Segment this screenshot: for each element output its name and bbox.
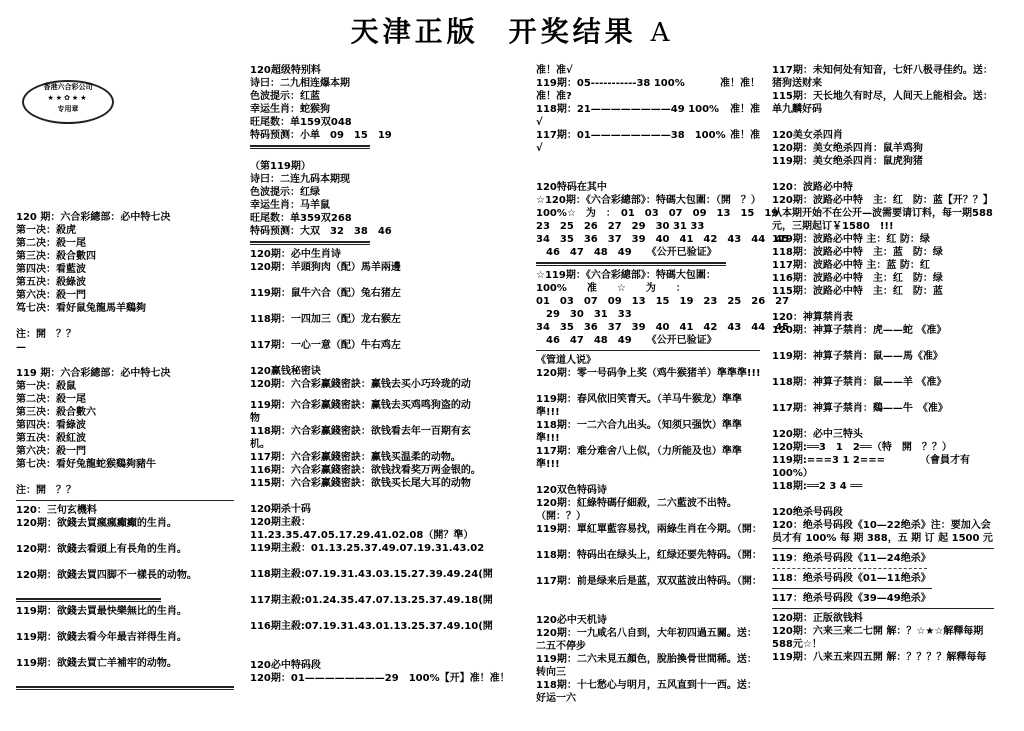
color-poem-line: 118期：特码出在绿头上，红绿还要先特码。（開：	[536, 550, 762, 561]
decision-line: 笃七决：看好鼠兔龍馬羊鷄夠	[16, 303, 146, 314]
decision-line: 第三决：殺合數六	[16, 407, 96, 418]
heads-line: 118期:══2 3 4 ══	[772, 481, 863, 492]
divider	[16, 686, 234, 690]
poem-title: 120期：必中生肖诗	[250, 249, 341, 260]
special-title: 120超级特别料	[250, 65, 321, 76]
taboo-line: 120期：神算子禁肖：虎——蛇 《准》	[772, 325, 947, 336]
sky-poem-line: 118期：十七愁心与明月，五风直到十一西。送：好运一六	[536, 680, 757, 704]
beauty-line: 120期：美女绝杀四肖：鼠羊鸡狗	[772, 143, 923, 154]
kill10-line: 117期主殺:01.24.35.47.07.13.25.37.49.18(開	[250, 595, 493, 606]
special-line: 色波提示：红绿	[250, 187, 320, 198]
manager-line: 119期：春风依旧笑青天。（羊马牛猴龙）準準準!!!	[536, 394, 742, 418]
block-120-title: 120 期：六合彩總部：必中特七决	[16, 212, 171, 223]
decision-line: 第六决：殺一門	[16, 290, 86, 301]
divider	[772, 548, 994, 549]
taboo-line: 117期：神算子禁肖：鷄——牛 《准》	[772, 403, 948, 414]
secret-line: 116期：六合彩赢錢密訣：欲钱找看奖万两金银的。	[250, 465, 481, 476]
riddle-line: 120期：欲錢去看頭上有長角的生肖。	[16, 544, 187, 555]
taboo-title: 120：神算禁肖表	[772, 312, 853, 323]
heads-title: 120期：必中三特头	[772, 429, 863, 440]
page-title	[0, 10, 1024, 50]
decision-line: 第二决：殺一尾	[16, 394, 86, 405]
official-seal-stamp	[22, 80, 114, 124]
decision-line: 第四决：看藍波	[16, 264, 86, 275]
decision-line: 第五决：殺紅波	[16, 433, 86, 444]
heads-line: 120期:══3 1 2══（特 開 ？？）	[772, 442, 952, 453]
note: 注：開 ？？	[16, 329, 76, 340]
manager-line: 118期：一二六合九出头。（知须只强饮）準準準!!!	[536, 420, 742, 444]
decision-line: 第三决：殺合數四	[16, 251, 96, 262]
riddle-line: 119期：欲錢去看今年最吉祥得生肖。	[16, 632, 187, 643]
stamp-bottom-text: 专用章	[57, 105, 79, 113]
inner-120-head: ☆120期：《六合彩總部》：特碼大包圍：（開 ？）	[536, 195, 761, 206]
title-left: 天津正版	[350, 15, 479, 48]
killseg-line: 120：绝杀号码段《10—22绝杀》注：要加入会员才有 100% 每 期 388，五 期 订 起 1500 元	[772, 520, 993, 544]
secret-title: 120赢钱秘密诀	[250, 366, 321, 377]
special-line: 幸运生肖：蛇猴狗	[250, 104, 330, 115]
killseg-line: 119：绝杀号码段《11—24绝杀》	[772, 553, 931, 564]
wave-line: 116期：波路必中特 主：红 防：绿	[772, 273, 943, 284]
segment-history-row: 118期：21————————49 100% 准！准	[536, 104, 760, 115]
heads-line: 119期:===3 1 2=== （會員才有100%）	[772, 455, 970, 479]
inner-numbers: 23 25 26 27 29 30 31 33	[536, 221, 705, 232]
killseg-line: 118：绝杀号码段《01—11绝杀》	[772, 573, 931, 584]
riddle-title: 120：三句玄機料	[16, 505, 97, 516]
inner-title: 120特码在其中	[536, 182, 607, 193]
sky-poem-line: 119期：二六未見五顏色，脫胎換骨世間稀。送：转向三	[536, 654, 757, 678]
manager-title: 《管道人说》	[536, 355, 596, 366]
title-right: 开奖结果	[508, 15, 637, 48]
divider	[16, 598, 161, 602]
segment-history-row: 119期：05-----------38 100% 准！准！	[536, 78, 760, 89]
poem-line: 117期：一心一意（配）牛右鸡左	[250, 340, 401, 351]
genuine-line: 119期：八来五来四五開 解：？？？？解釋每每	[772, 652, 987, 663]
manager-line: 120期：零一号码争上奖（鸡牛猴猪羊）準準準!!!	[536, 368, 761, 379]
inner-119-head: ☆119期：《六合彩總部》：特碼大包圍：	[536, 270, 716, 281]
divider	[250, 145, 370, 149]
column-3	[536, 64, 790, 705]
secret-line: 115期：六合彩赢錢密訣：欲钱买长尾大耳的动物	[250, 478, 471, 489]
special-line: 诗曰：二连九码本期现	[250, 174, 350, 185]
riddle-line: 120期：欲錢去買瘋瘋癲癲的生肖。	[16, 518, 177, 529]
poem-line: 120期：羊頭狗肉（配）馬羊兩邊	[250, 262, 401, 273]
decision-line: 第五决：殺綠波	[16, 277, 86, 288]
inner-numbers: 01 03 07 09 13 15 19 23 25 26 27	[536, 296, 790, 307]
killseg-title: 120绝杀号码段	[772, 507, 843, 518]
taboo-line: 118期：神算子禁肖：鼠——羊 《准》	[772, 377, 947, 388]
kill10-line: 116期主殺:07.19.31.43.01.13.25.37.49.10(開	[250, 621, 493, 632]
kill10-line: 120期主殺：11.23.35.47.05.17.29.41.02.08（開？準）	[250, 517, 474, 541]
sky-poem-line: 117期：未知何处有知音，七奸八极寻佳约。送：猪狗送财来	[772, 65, 993, 89]
special-line: 旺尾数：单359双268	[250, 213, 352, 224]
color-poem-line: 117期：前是绿来后是蓝，双双蓝波出特码。（開：	[536, 576, 762, 587]
secret-line: 119期：六合彩赢錢密訣：赢钱去买鸡鸣狗盗的动物	[250, 400, 471, 424]
sky-poem-line: 115期：天长地久有时尽，人间天上能相会。送：单九麟好码	[772, 91, 993, 115]
color-poem-line: 119期：單紅單藍容易找，兩綠生肖在今期。（開：	[536, 524, 762, 535]
inner-numbers: 46 47 48 49 《公开已验证》	[536, 335, 717, 346]
wave-line: 118期：波路必中特 主：蓝 防：绿	[772, 247, 943, 258]
divider	[16, 500, 234, 501]
sky-poem-line: 120期：一九咸名八自到，大年初四過五關。送：二五不停步	[536, 628, 757, 652]
color-poem-title: 120双色特码诗	[536, 485, 607, 496]
stamp-stars-icon: ★★✿★★	[47, 94, 89, 102]
title-suffix: A	[650, 18, 674, 48]
wave-line: 117期：波路必中特 主：蓝 防：红	[772, 260, 930, 271]
decision-line: 第四决：看綠波	[16, 420, 86, 431]
inner-numbers: 100%☆ 为 ： 01 03 07 09 13 15 19	[536, 208, 779, 219]
decision-line: 第七决：看好兔龍蛇猴鷄夠豬牛	[16, 459, 156, 470]
column-2	[250, 64, 510, 685]
inner-numbers: 34 35 36 37 39 40 41 42 43 44 45	[536, 322, 790, 333]
divider	[536, 350, 760, 351]
wave-line: 120期：波路必中特 主：红 防：蓝【开？？】	[772, 195, 993, 206]
taboo-line: 119期：神算子禁肖：鼠——馬《准》	[772, 351, 943, 362]
block-119-title: 119 期：六合彩總部：必中特七决	[16, 368, 171, 379]
beauty-title: 120美女杀四肖	[772, 130, 843, 141]
column-1	[16, 211, 234, 693]
secret-line: 117期：六合彩赢錢密訣：赢钱买温柔的动物。	[250, 452, 461, 463]
color-poem-line: 120期：紅綠特碼仔細殺，二六藍波不出特。（開：？）	[536, 498, 737, 522]
poem-line: 119期：鼠牛六合（配）兔右猪左	[250, 288, 401, 299]
inner-numbers: 34 35 36 37 39 40 41 42 43 44 45	[536, 234, 790, 245]
special-line: 诗曰：二九相连爆本期	[250, 78, 350, 89]
segment-history-row: 准！准√	[536, 65, 573, 76]
divider	[772, 608, 994, 609]
decision-line: 第一决：殺鼠	[16, 381, 76, 392]
special-line: 旺尾数：单159双048	[250, 117, 352, 128]
decision-line: 第一决：殺虎	[16, 225, 76, 236]
special-line: 特码预测：小单 09 15 19	[250, 130, 392, 141]
divider	[772, 568, 927, 569]
divider	[250, 241, 370, 245]
wave-line: 119期：波路必中特 主：红 防：绿	[772, 234, 930, 245]
inner-numbers: 100% 准 ☆ 为 ：	[536, 283, 686, 294]
kill10-line: 119期主殺：01.13.25.37.49.07.19.31.43.02	[250, 543, 485, 554]
kill10-title: 120期杀十码	[250, 504, 311, 515]
stamp-top-text: 香港六合彩公司	[43, 83, 93, 91]
riddle-line: 120期：欲錢去買四脚不一樣長的动物。	[16, 570, 197, 581]
special-line: 特码预测：大双 32 38 46	[250, 226, 392, 237]
wave-title: 120：波路必中特	[772, 182, 853, 193]
beauty-line: 119期：美女绝杀四肖：鼠虎狗猪	[772, 156, 923, 167]
wave-line: 从本期开始不在公开—波需要请订料，每一期588元，三期起订￥1580 !!!	[772, 208, 993, 232]
note: 注：開 ？？	[16, 485, 76, 496]
genuine-line: 120期：六来三来二七開 解：？☆★☆解釋每期588元☆！	[772, 626, 984, 650]
riddle-line: 119期：欲錢去買亡羊補牢的动物。	[16, 658, 177, 669]
riddle-line: 119期：欲錢去買最快樂無比的生肖。	[16, 606, 187, 617]
segment-history-row: √	[536, 117, 543, 128]
dash: —	[16, 342, 26, 353]
special-title: （第119期）	[250, 161, 311, 172]
poem-line: 118期：一四加三（配）龙右猴左	[250, 314, 401, 325]
special-line: 幸运生肖：马羊鼠	[250, 200, 330, 211]
killseg-line: 117：绝杀号码段《39—49绝杀》	[772, 593, 931, 604]
column-4	[772, 64, 994, 664]
divider	[536, 262, 726, 266]
segment-history-row: 117期：01————————38 100% 准！准	[536, 130, 760, 141]
manager-line: 117期：难分难舍八上似，（力所能及也）準準準!!!	[536, 446, 742, 470]
segment-title: 120必中特码段	[250, 660, 321, 671]
secret-line: 118期：六合彩赢錢密訣：欲钱看去年一百期有玄机。	[250, 426, 471, 450]
inner-numbers: 46 47 48 49 《公开已验证》	[536, 247, 717, 258]
decision-line: 第二决：殺一尾	[16, 238, 86, 249]
special-line: 色波提示：红蓝	[250, 91, 320, 102]
segment-history-row: √	[536, 143, 543, 154]
sky-poem-title: 120必中天机诗	[536, 615, 607, 626]
segment-history-row: 准！准?	[536, 91, 572, 102]
secret-line: 120期：六合彩赢錢密訣：赢钱去买小巧玲珑的动	[250, 379, 471, 390]
kill10-line: 118期主殺:07.19.31.43.03.15.27.39.49.24(開	[250, 569, 493, 580]
segment-line: 120期：01————————29 100%【开】准！准！	[250, 673, 510, 684]
divider	[772, 588, 932, 589]
decision-line: 第六决：殺一門	[16, 446, 86, 457]
inner-numbers: 29 30 31 33	[536, 309, 632, 320]
wave-line: 115期：波路必中特 主：红 防：蓝	[772, 286, 943, 297]
genuine-title: 120期：正版欲钱料	[772, 613, 863, 624]
